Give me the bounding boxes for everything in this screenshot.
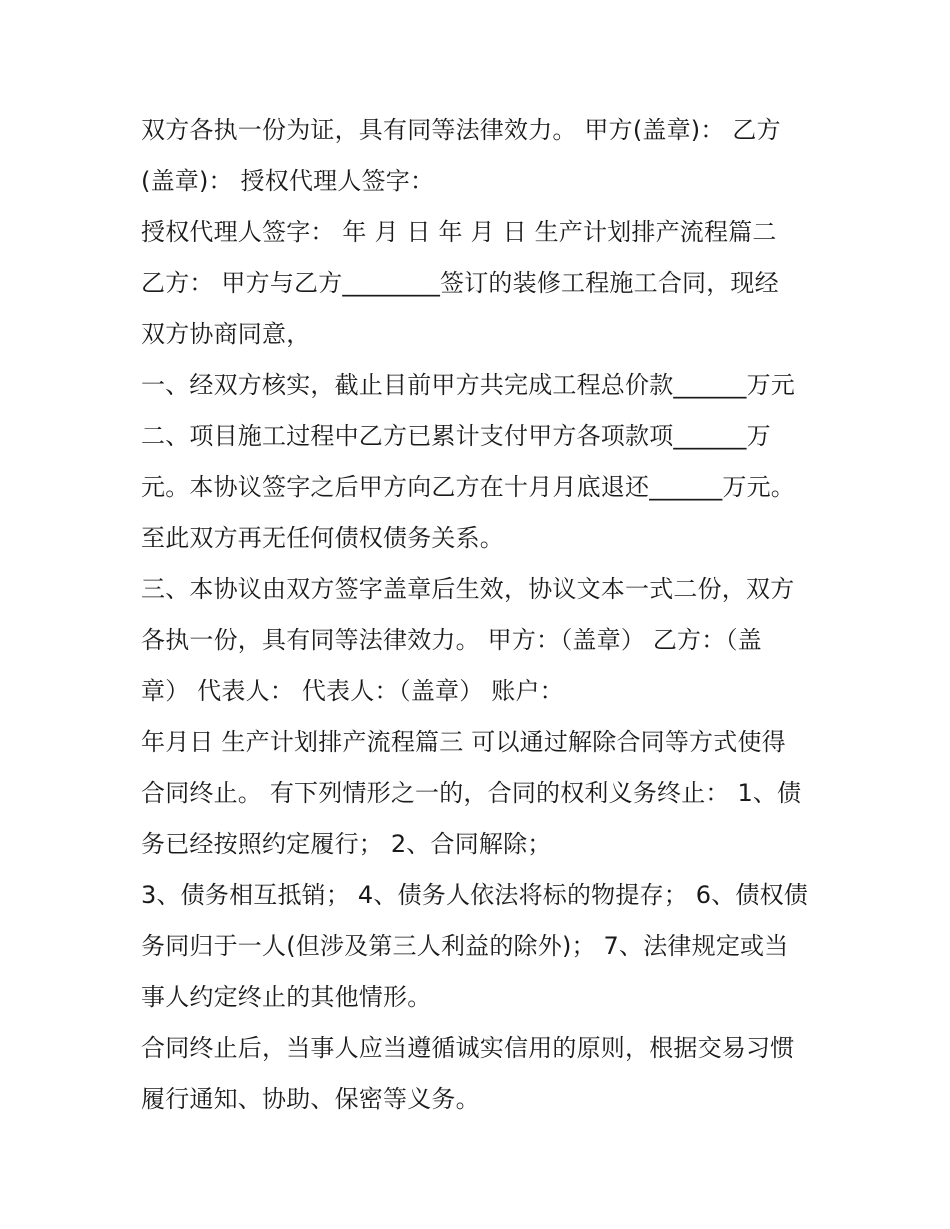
text-line: 元。本协议签字之后甲方向乙方在十月月底退还______万元。 <box>141 473 795 501</box>
text-line: (盖章)： 授权代理人签字： <box>141 167 435 195</box>
text-line: 乙方： 甲方与乙方________签订的装修工程施工合同，现经 <box>141 269 779 297</box>
text-line: 章） 代表人： 代表人：（盖章） 账户： <box>141 677 564 705</box>
text-line: 合同终止后，当事人应当遵循诚实信用的原则，根据交易习惯 <box>141 1034 795 1062</box>
text-line: 一、经双方核实，截止目前甲方共完成工程总价款______万元 <box>141 371 795 399</box>
text-line: 双方协商同意， <box>141 320 311 348</box>
text-line: 合同终止。 有下列情形之一的，合同的权利义务终止： 1、债 <box>141 779 802 807</box>
text-line: 各执一份，具有同等法律效力。 甲方：（盖章） 乙方：（盖 <box>141 626 762 654</box>
text-line: 二、项目施工过程中乙方已累计支付甲方各项款项______万 <box>141 422 771 450</box>
text-line: 务同归于一人(但涉及第三人利益的除外)； 7、法律规定或当 <box>141 932 789 960</box>
text-line: 三、本协议由双方签字盖章后生效，协议文本一式二份，双方 <box>141 575 795 603</box>
text-line: 至此双方再无任何债权债务关系。 <box>141 524 504 552</box>
text-line: 授权代理人签字： 年 月 日 年 月 日 生产计划排产流程篇二 <box>141 218 777 246</box>
text-line: 事人约定终止的其他情形。 <box>141 983 432 1011</box>
text-line: 务已经按照约定履行； 2、合同解除； <box>141 830 552 858</box>
text-line: 年月日 生产计划排产流程篇三 可以通过解除合同等方式使得 <box>141 728 786 756</box>
text-line: 3、债务相互抵销； 4、债务人依法将标的物提存； 6、债权债 <box>141 881 809 909</box>
text-line: 履行通知、协助、保密等义务。 <box>141 1085 480 1113</box>
text-line: 双方各执一份为证，具有同等法律效力。 甲方(盖章)： 乙方 <box>141 116 781 144</box>
